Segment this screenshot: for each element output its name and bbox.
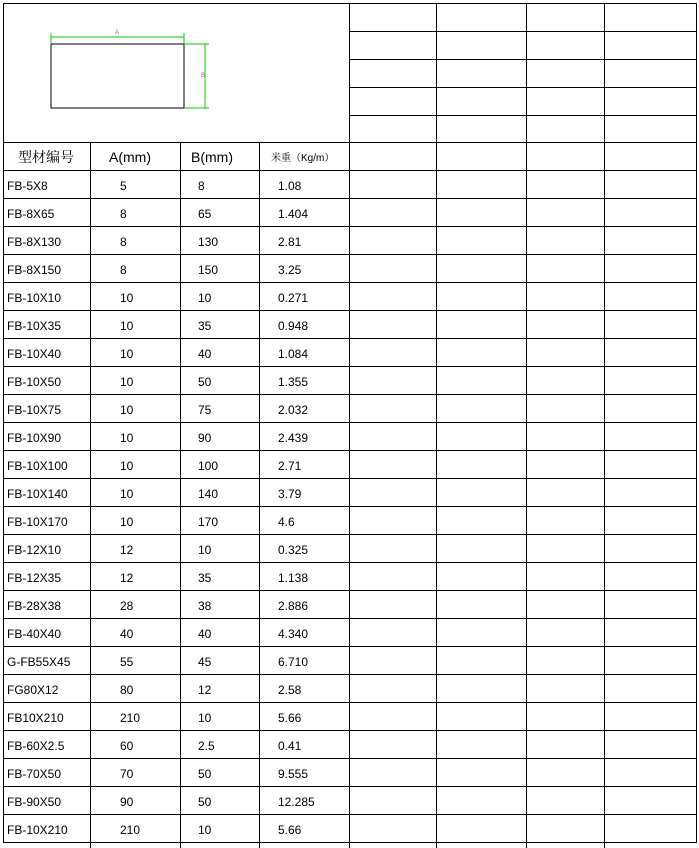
cell-model: FB-8X130 [7,235,62,249]
cell-b: 65 [198,207,212,221]
cell-weight: 1.355 [278,375,309,389]
spec-sheet [3,3,697,843]
grid-line [3,674,697,675]
cell-b: 2.5 [198,739,215,753]
cell-b: 10 [198,711,212,725]
cell-model: FB-8X65 [7,207,55,221]
cell-b: 130 [198,235,219,249]
cell-model: FB-10X10 [7,291,62,305]
cell-weight: 5.66 [278,711,302,725]
grid-line [3,730,697,731]
cell-a: 10 [120,403,134,417]
dimension-b [184,44,209,108]
cell-model: FG80X12 [7,683,59,697]
cell-b: 40 [198,347,212,361]
cell-weight: 5.66 [278,823,302,837]
grid-line [3,814,697,815]
cell-weight: 6.710 [278,655,309,669]
cell-model: FB10X210 [7,711,64,725]
cell-model: FB-10X50 [7,375,62,389]
grid-line [3,534,697,535]
grid-line [3,758,697,759]
grid-line [3,702,697,703]
grid-line [349,31,697,32]
cell-weight: 1.08 [278,179,302,193]
cell-a: 40 [120,627,134,641]
cell-b: 10 [198,823,212,837]
cell-weight: 0.271 [278,291,309,305]
dimension-b-label: B [201,73,206,79]
cell-a: 10 [120,459,134,473]
grid-line [436,142,437,848]
cell-model: FB-10X40 [7,347,62,361]
dimension-a-label: A [115,30,120,36]
grid-line [349,3,350,142]
cell-weight: 1.404 [278,207,309,221]
cell-weight: 0.948 [278,319,309,333]
cell-b: 150 [198,263,219,277]
cell-weight: 4.6 [278,515,295,529]
cell-a: 10 [120,347,134,361]
cell-b: 90 [198,431,212,445]
cell-a: 210 [120,823,141,837]
grid-line [3,142,697,143]
header-b: B(mm) [191,149,233,165]
cell-weight: 4.340 [278,627,309,641]
cell-a: 12 [120,543,134,557]
grid-line [3,506,697,507]
grid-line [349,59,697,60]
cell-b: 12 [198,683,212,697]
cell-weight: 2.032 [278,403,309,417]
cell-b: 50 [198,767,212,781]
cell-b: 45 [198,655,212,669]
cell-a: 8 [120,207,127,221]
profile-rectangle [51,44,184,108]
cell-model: FB-10X90 [7,431,62,445]
grid-line [3,422,697,423]
cell-model: FB-28X38 [7,599,62,613]
cell-weight: 2.58 [278,683,302,697]
grid-line [180,142,181,848]
header-a: A(mm) [109,149,151,165]
cell-a: 10 [120,375,134,389]
grid-line [526,3,527,142]
cell-a: 8 [120,235,127,249]
grid-line [3,618,697,619]
cell-b: 35 [198,571,212,585]
cell-a: 70 [120,767,134,781]
cell-b: 140 [198,487,219,501]
grid-line [3,646,697,647]
cell-weight: 0.41 [278,739,302,753]
header-weight: 米重（Kg/m） [271,153,335,164]
grid-line [3,394,697,395]
cell-model: FB-70X50 [7,767,62,781]
cell-model: FB-12X10 [7,543,62,557]
cell-b: 8 [198,179,205,193]
cell-a: 5 [120,179,127,193]
grid-line [436,3,437,142]
cell-b: 100 [198,459,219,473]
cell-weight: 2.439 [278,431,309,445]
cell-weight: 9.555 [278,767,309,781]
profile-diagram [3,3,343,138]
grid-line [349,142,350,848]
cell-a: 10 [120,515,134,529]
cell-weight: 2.71 [278,459,302,473]
cell-weight: 3.25 [278,263,302,277]
cell-a: 210 [120,711,141,725]
cell-b: 50 [198,375,212,389]
cell-weight: 2.886 [278,599,309,613]
grid-line [3,310,697,311]
grid-line [3,282,697,283]
cell-a: 10 [120,487,134,501]
cell-weight: 2.81 [278,235,302,249]
grid-line [3,478,697,479]
grid-line [3,170,697,171]
cell-a: 10 [120,319,134,333]
cell-a: 10 [120,291,134,305]
cell-model: FB-10X100 [7,459,68,473]
cell-model: FB-5X8 [7,179,48,193]
cell-weight: 0.325 [278,543,309,557]
cell-b: 40 [198,627,212,641]
cell-model: FB-90X50 [7,795,62,809]
grid-line [3,562,697,563]
cell-b: 38 [198,599,212,613]
cell-b: 10 [198,291,212,305]
cell-model: FB-8X150 [7,263,62,277]
grid-line [3,590,697,591]
grid-line [3,366,697,367]
grid-line [526,142,527,848]
cell-weight: 1.138 [278,571,309,585]
grid-line [3,3,4,843]
cell-weight: 12.285 [278,795,315,809]
cell-model: FB-10X35 [7,319,62,333]
cell-b: 170 [198,515,219,529]
cell-model: FB-10X75 [7,403,62,417]
grid-line [349,87,697,88]
cell-model: FB-12X35 [7,571,62,585]
cell-a: 60 [120,739,134,753]
cell-a: 55 [120,655,134,669]
grid-line [3,786,697,787]
grid-line [604,3,605,142]
grid-line [3,338,697,339]
cell-a: 28 [120,599,134,613]
cell-b: 50 [198,795,212,809]
cell-a: 8 [120,263,127,277]
dimension-a [51,30,184,44]
cell-b: 10 [198,543,212,557]
grid-line [3,254,697,255]
cell-a: 80 [120,683,134,697]
grid-line [3,450,697,451]
grid-line [349,115,697,116]
cell-model: FB-40X40 [7,627,62,641]
cell-model: FB-10X210 [7,823,68,837]
grid-line [3,226,697,227]
cell-b: 35 [198,319,212,333]
cell-model: FB-10X170 [7,515,68,529]
cell-a: 10 [120,431,134,445]
cell-a: 12 [120,571,134,585]
grid-line [696,3,697,843]
cell-weight: 3.79 [278,487,302,501]
header-model: 型材编号 [18,149,74,165]
cell-model: FB-60X2.5 [7,739,65,753]
cell-weight: 1.084 [278,347,309,361]
grid-line [259,142,260,848]
grid-line [604,142,605,848]
cell-model: G-FB55X45 [7,655,71,669]
grid-line [3,198,697,199]
cell-a: 90 [120,795,134,809]
cell-b: 75 [198,403,212,417]
cell-model: FB-10X140 [7,487,68,501]
grid-line [90,142,91,848]
grid-line [3,3,697,4]
